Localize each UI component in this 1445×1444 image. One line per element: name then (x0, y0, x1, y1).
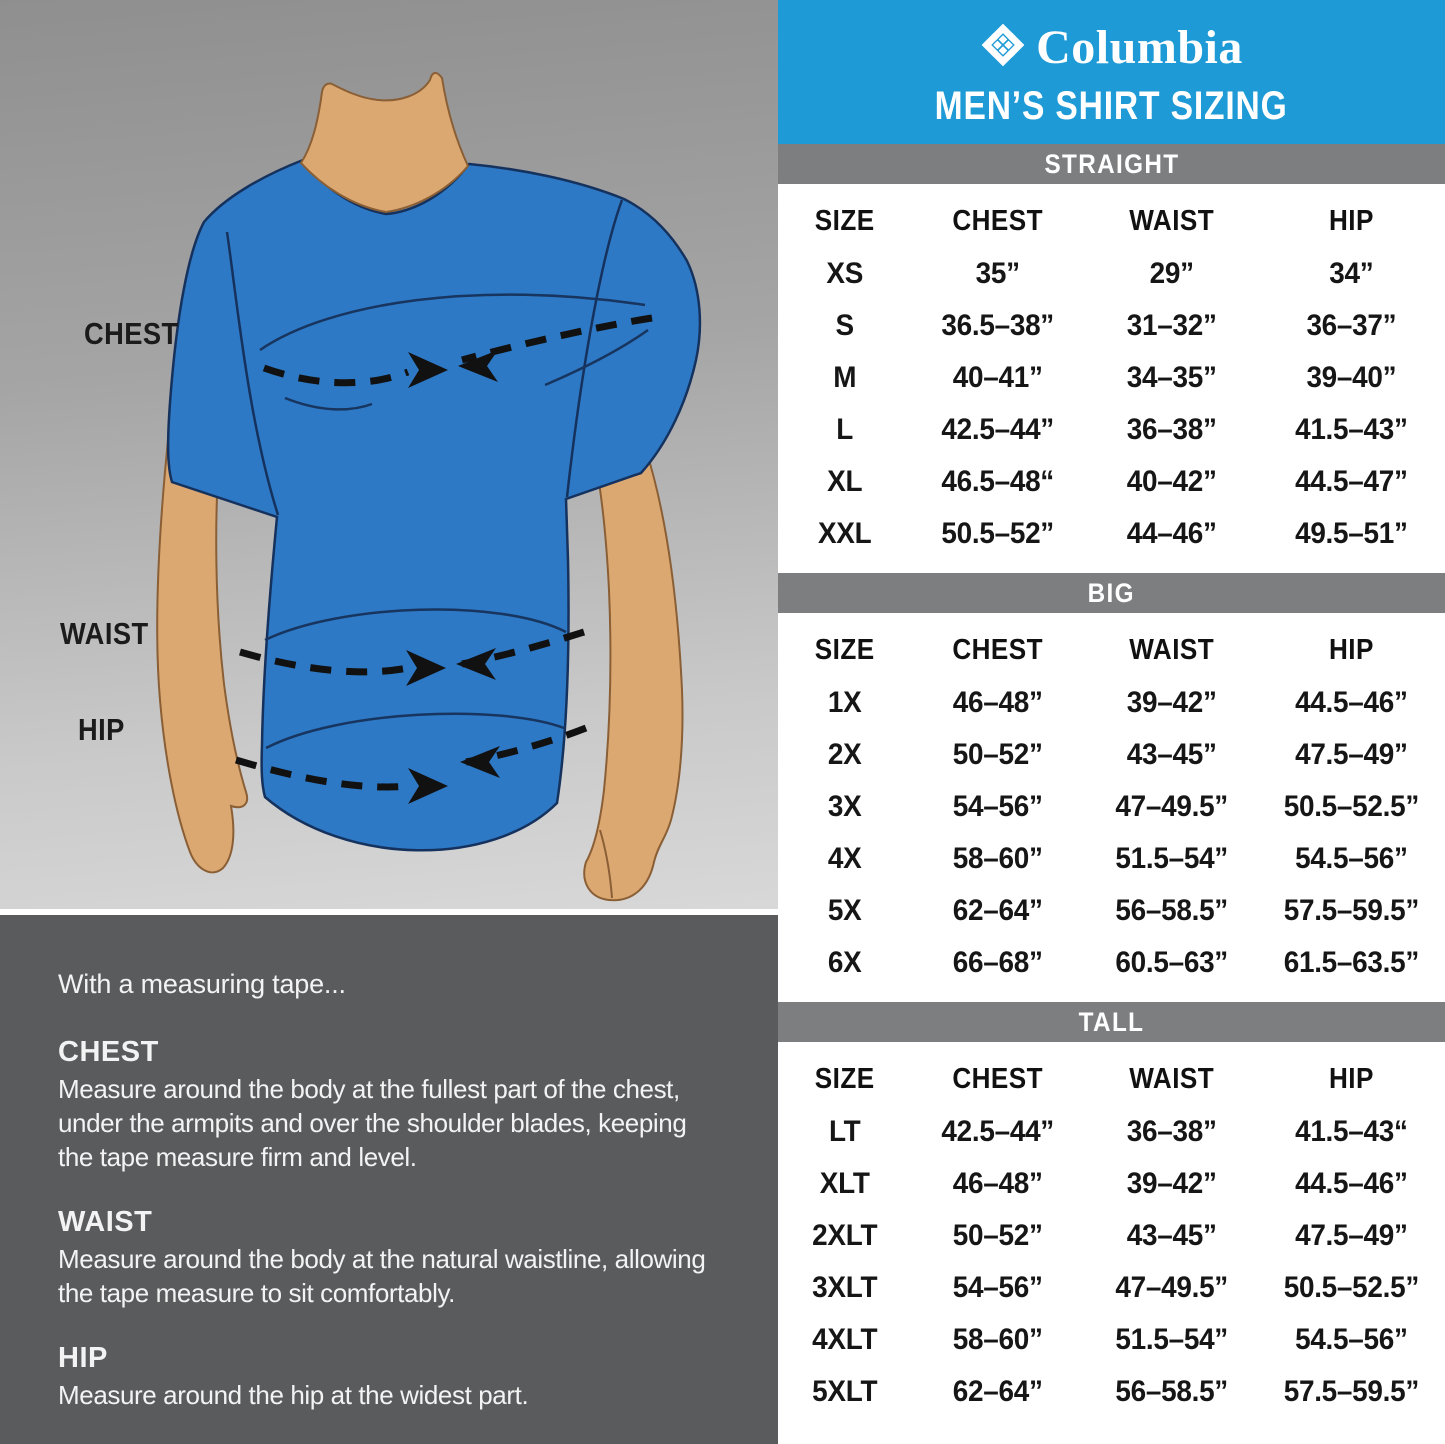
instructions-intro: With a measuring tape... (58, 969, 346, 999)
table-body-big (778, 677, 1445, 989)
table-row (778, 300, 1445, 352)
hip-cell: 44.5–46” (1295, 686, 1408, 719)
waist-cell: 29” (1149, 257, 1194, 290)
table-row (778, 1158, 1445, 1210)
hip-cell: 57.5–59.5” (1283, 1375, 1420, 1408)
hip-label: HIP (78, 712, 125, 747)
table-row (778, 1210, 1445, 1262)
chest-cell: 66–68” (953, 946, 1044, 979)
col-header-waist: WAIST (1129, 204, 1214, 237)
right-panel (778, 0, 1445, 1444)
table-row (778, 1314, 1445, 1366)
waist-cell: 39–42” (1126, 686, 1217, 719)
hip-cell: 39–40” (1306, 361, 1397, 394)
table-header-row (778, 613, 1445, 677)
table-row (778, 1366, 1445, 1418)
size-cell: 4XLT (812, 1323, 878, 1356)
chest-cell: 54–56” (953, 1271, 1044, 1304)
chest-cell: 54–56” (953, 790, 1044, 823)
hip-cell: 50.5–52.5” (1283, 1271, 1420, 1304)
chest-cell: 58–60” (953, 1323, 1044, 1356)
hip-cell: 41.5–43” (1295, 413, 1408, 446)
chest-cell: 42.5–44” (941, 413, 1055, 446)
instruction-section-chest (58, 1036, 722, 1174)
col-header-size: SIZE (814, 204, 875, 237)
col-header-chest: CHEST (952, 204, 1044, 237)
col-header-chest: CHEST (952, 1062, 1044, 1095)
section-bar-tall (778, 1002, 1445, 1042)
hip-cell: 57.5–59.5” (1283, 894, 1420, 927)
table-row (778, 833, 1445, 885)
instruction-section-hip (58, 1342, 722, 1412)
size-cell: LT (828, 1115, 861, 1148)
waist-cell: 44–46” (1126, 517, 1217, 550)
col-header-hip: HIP (1329, 633, 1375, 666)
hip-cell: 44.5–46” (1295, 1167, 1408, 1200)
size-cell: 3X (827, 790, 862, 823)
size-cell: 5XLT (812, 1375, 878, 1408)
table-body-tall (778, 1106, 1445, 1418)
col-header-chest: CHEST (952, 633, 1044, 666)
waist-label: WAIST (60, 616, 149, 651)
chest-cell: 46–48” (953, 686, 1044, 719)
col-header-size: SIZE (814, 633, 875, 666)
size-cell: XS (826, 257, 864, 290)
hip-cell: 34” (1329, 257, 1374, 290)
figure-illustration (0, 0, 778, 909)
waist-cell: 31–32” (1126, 309, 1217, 342)
table-body-straight (778, 248, 1445, 560)
size-cell: M (833, 361, 857, 394)
waist-cell: 36–38” (1126, 413, 1217, 446)
hip-cell: 47.5–49” (1295, 738, 1408, 771)
page-title: MEN’S SHIRT SIZING (934, 83, 1289, 128)
chest-cell: 36.5–38” (941, 309, 1055, 342)
table-row (778, 677, 1445, 729)
size-cell: 4X (827, 842, 862, 875)
size-cell: XXL (817, 517, 872, 550)
col-header-hip: HIP (1329, 1062, 1375, 1095)
instruction-title-chest: CHEST (58, 1036, 159, 1068)
instruction-section-waist (58, 1206, 722, 1310)
size-table-big (778, 613, 1445, 1002)
waist-cell: 36–38” (1126, 1115, 1217, 1148)
instruction-title-waist: WAIST (58, 1206, 153, 1238)
section-bar-straight-label: STRAIGHT (1044, 148, 1179, 179)
section-bar-tall-label: TALL (1078, 1006, 1145, 1037)
waist-cell: 43–45” (1126, 1219, 1217, 1252)
waist-cell: 51.5–54” (1115, 1323, 1228, 1356)
hip-cell: 36–37” (1306, 309, 1397, 342)
table-row (778, 404, 1445, 456)
table-row (778, 729, 1445, 781)
right-arm (584, 445, 682, 900)
waist-cell: 43–45” (1126, 738, 1217, 771)
size-cell: 6X (827, 946, 862, 979)
table-row (778, 508, 1445, 560)
measuring-instructions-panel (0, 915, 778, 1444)
waist-cell: 56–58.5” (1115, 1375, 1228, 1408)
waist-cell: 56–58.5” (1115, 894, 1228, 927)
hip-cell: 50.5–52.5” (1283, 790, 1420, 823)
shirt-figure-svg (0, 0, 778, 942)
hip-cell: 54.5–56” (1295, 842, 1408, 875)
chest-label: CHEST (84, 316, 179, 351)
hip-cell: 47.5–49” (1295, 1219, 1408, 1252)
left-arm (157, 440, 247, 872)
chest-cell: 40–41” (953, 361, 1044, 394)
chest-cell: 46.5–48“ (941, 465, 1055, 498)
size-table-tall (778, 1042, 1445, 1431)
chest-cell: 62–64” (953, 1375, 1044, 1408)
brand-row (980, 20, 1243, 75)
waist-cell: 47–49.5” (1115, 790, 1228, 823)
waist-cell: 60.5–63” (1115, 946, 1228, 979)
table-row (778, 456, 1445, 508)
table-row (778, 781, 1445, 833)
chest-cell: 50–52” (953, 1219, 1044, 1252)
brand-name: Columbia (1036, 20, 1243, 74)
table-row (778, 1262, 1445, 1314)
waist-cell: 39–42” (1126, 1167, 1217, 1200)
brand-header (778, 0, 1445, 144)
columbia-logo-icon (980, 22, 1026, 73)
size-cell: XLT (819, 1167, 870, 1200)
chest-cell: 46–48” (953, 1167, 1044, 1200)
col-header-waist: WAIST (1129, 1062, 1214, 1095)
section-bar-straight (778, 144, 1445, 184)
table-row (778, 352, 1445, 404)
hip-cell: 44.5–47” (1295, 465, 1408, 498)
instruction-title-hip: HIP (58, 1342, 108, 1374)
size-cell: 1X (827, 686, 862, 719)
chest-cell: 62–64” (953, 894, 1044, 927)
table-row (778, 885, 1445, 937)
hip-cell: 54.5–56” (1295, 1323, 1408, 1356)
chest-cell: 42.5–44” (941, 1115, 1055, 1148)
section-bar-big-label: BIG (1087, 577, 1136, 608)
table-row (778, 937, 1445, 989)
size-cell: 2XLT (812, 1219, 878, 1252)
size-cell: XL (827, 465, 863, 498)
chest-cell: 58–60” (953, 842, 1044, 875)
size-cell: 5X (827, 894, 862, 927)
chest-cell: 50–52” (953, 738, 1044, 771)
instruction-body-chest: Measure around the body at the fullest part of the chest, under the armpits and over the shoulder blades, keeping the tape measure firm and level. (58, 1074, 687, 1172)
waist-cell: 40–42” (1126, 465, 1217, 498)
hip-cell: 49.5–51” (1295, 517, 1408, 550)
hip-cell: 41.5–43“ (1295, 1115, 1408, 1148)
col-header-size: SIZE (814, 1062, 875, 1095)
waist-cell: 51.5–54” (1115, 842, 1228, 875)
instruction-body-waist: Measure around the body at the natural waistline, allowing the tape measure to sit comfortably. (58, 1244, 706, 1308)
size-table-straight (778, 184, 1445, 573)
size-cell: 3XLT (812, 1271, 878, 1304)
size-cell: L (836, 413, 854, 446)
size-cell: S (835, 309, 854, 342)
size-cell: 2X (827, 738, 862, 771)
table-row (778, 1106, 1445, 1158)
waist-cell: 47–49.5” (1115, 1271, 1228, 1304)
chest-cell: 35” (976, 257, 1021, 290)
chest-cell: 50.5–52” (941, 517, 1055, 550)
table-row (778, 248, 1445, 300)
hip-cell: 61.5–63.5” (1283, 946, 1420, 979)
col-header-hip: HIP (1329, 204, 1375, 237)
table-header-row (778, 184, 1445, 248)
instruction-body-hip: Measure around the hip at the widest part. (58, 1380, 529, 1410)
table-header-row (778, 1042, 1445, 1106)
waist-cell: 34–35” (1126, 361, 1217, 394)
section-bar-big (778, 573, 1445, 613)
col-header-waist: WAIST (1129, 633, 1214, 666)
